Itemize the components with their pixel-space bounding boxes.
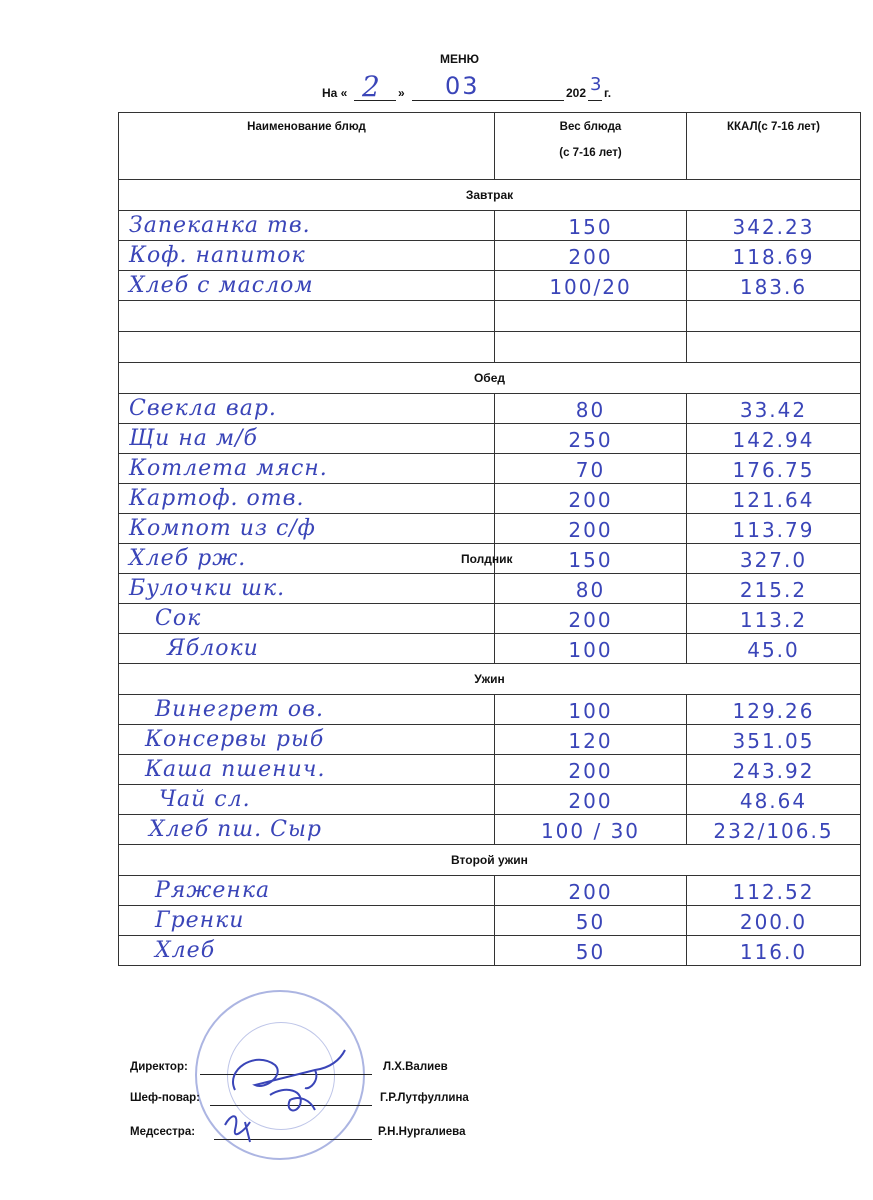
dish-name: Винегрет ов. [155,697,324,722]
table-row [119,634,861,664]
table-row [119,695,861,725]
handwritten-signatures [215,1030,365,1150]
dish-kcal: 200.0 [739,910,808,934]
dish-weight: 120 [568,729,613,753]
header-name-cell [119,113,495,180]
dish-weight: 200 [568,608,613,632]
dish-name: Котлета мясн. [129,456,328,481]
dish-kcal: 327.0 [739,548,808,572]
dish-weight: 150 [568,215,613,239]
section-label-lunch: Обед [119,363,861,394]
date-year-underline [588,100,602,101]
date-suffix: г. [604,86,612,100]
dish-name: Каша пшенич. [145,757,326,782]
dish-kcal: 351.05 [732,729,815,753]
dish-name: Запеканка тв. [129,213,311,238]
table-row [119,332,861,363]
dish-kcal: 183.6 [739,275,808,299]
dish-name: Компот из с/ф [129,516,316,541]
dish-kcal: 116.0 [739,940,808,964]
table-row [119,755,861,785]
header-name: Наименование блюд [247,121,366,133]
dish-kcal: 176.75 [732,458,815,482]
nurse-label: Медсестра: [130,1126,196,1138]
date-month-underline [412,100,564,101]
section-row-dinner [119,664,861,695]
dish-weight: 80 [575,398,606,422]
menu-table [118,112,861,966]
table-row [119,815,861,845]
table-row [119,574,861,604]
dish-kcal: 142.94 [732,428,815,452]
dish-kcal: 112.52 [732,880,815,904]
dish-weight: 200 [568,789,613,813]
dish-weight: 100 [568,638,613,662]
dish-kcal: 113.79 [732,518,815,542]
section-row-breakfast [119,180,861,211]
table-row [119,211,861,241]
dish-name: Хлеб [155,938,216,963]
date-close-quote: » [398,86,405,100]
dish-weight: 50 [575,910,606,934]
section-label-breakfast: Завтрак [119,180,861,211]
dish-name: Яблоки [167,636,259,661]
dish-weight: 100 [568,699,613,723]
dish-weight: 100 / 30 [540,819,641,843]
section-row-second-dinner [119,845,861,876]
dish-kcal: 33.42 [739,398,808,422]
table-row [119,454,861,484]
date-day: 2 [362,70,381,103]
dish-name: Чай сл. [159,787,251,812]
dish-weight: 200 [568,759,613,783]
dish-kcal: 48.64 [739,789,808,813]
header-weight-cell [495,113,687,180]
dish-kcal: 342.23 [732,215,815,239]
dish-weight: 100/20 [549,275,632,299]
dish-name: Хлеб с маслом [129,273,314,298]
table-row [119,394,861,424]
dish-name: Гренки [155,908,245,933]
dish-name: Хлеб рж. [129,546,247,571]
dish-kcal: 243.92 [732,759,815,783]
dish-name: Булочки шк. [129,576,286,601]
section-label-snack: Полдник [461,552,513,566]
dish-name: Сок [155,606,202,631]
dish-kcal: 121.64 [732,488,815,512]
dish-weight: 200 [568,488,613,512]
chef-label: Шеф-повар: [130,1092,200,1104]
table-row [119,514,861,544]
dish-weight: 80 [575,578,606,602]
table-row [119,424,861,454]
dish-kcal: 129.26 [732,699,815,723]
header-weight-line1: Вес блюда [559,121,622,133]
date-year-digit: 3 [590,74,604,95]
dish-kcal: 45.0 [747,638,800,662]
dish-weight: 50 [575,940,606,964]
table-row [119,271,861,301]
dish-weight: 70 [575,458,606,482]
table-row [119,876,861,906]
section-label-second-dinner: Второй ужин [119,845,861,876]
section-label-dinner: Ужин [119,664,861,695]
dish-kcal: 215.2 [739,578,808,602]
table-row [119,241,861,271]
dish-name: Свекла вар. [129,396,277,421]
dish-name: Щи на м/б [129,426,258,451]
header-weight-line2: (с 7-16 лет) [559,147,622,159]
dish-name: Коф. напиток [129,243,306,268]
nurse-name: Р.Н.Нургалиева [378,1126,466,1138]
dish-weight: 150 [568,548,613,572]
date-prefix: На « [322,86,348,100]
table-row [119,936,861,966]
page-title: МЕНЮ [440,52,480,66]
dish-kcal: 118.69 [732,245,815,269]
section-row-lunch [119,363,861,394]
dish-name: Картоф. отв. [129,486,305,511]
date-year-prefix: 202 [566,86,587,100]
dish-kcal: 232/106.5 [713,819,834,843]
dish-name: Хлеб пш. Сыр [149,817,322,842]
dish-weight: 200 [568,245,613,269]
director-label: Директор: [130,1061,188,1073]
table-header-row [119,113,861,180]
dish-name: Ряженка [155,878,271,903]
dish-name: Консервы рыб [145,727,325,752]
date-month: 03 [445,72,480,100]
table-row [119,484,861,514]
dish-weight: 250 [568,428,613,452]
dish-weight: 200 [568,518,613,542]
table-row [119,604,861,634]
dish-weight: 200 [568,880,613,904]
header-kcal-cell [687,113,861,180]
header-kcal: ККАЛ(с 7-16 лет) [726,121,821,133]
dish-kcal: 113.2 [739,608,808,632]
section-row-snack [119,544,861,574]
table-row [119,906,861,936]
table-row [119,725,861,755]
chef-name: Г.Р.Лутфуллина [380,1092,469,1104]
table-row [119,301,861,332]
director-name: Л.Х.Валиев [383,1061,448,1073]
table-row [119,785,861,815]
